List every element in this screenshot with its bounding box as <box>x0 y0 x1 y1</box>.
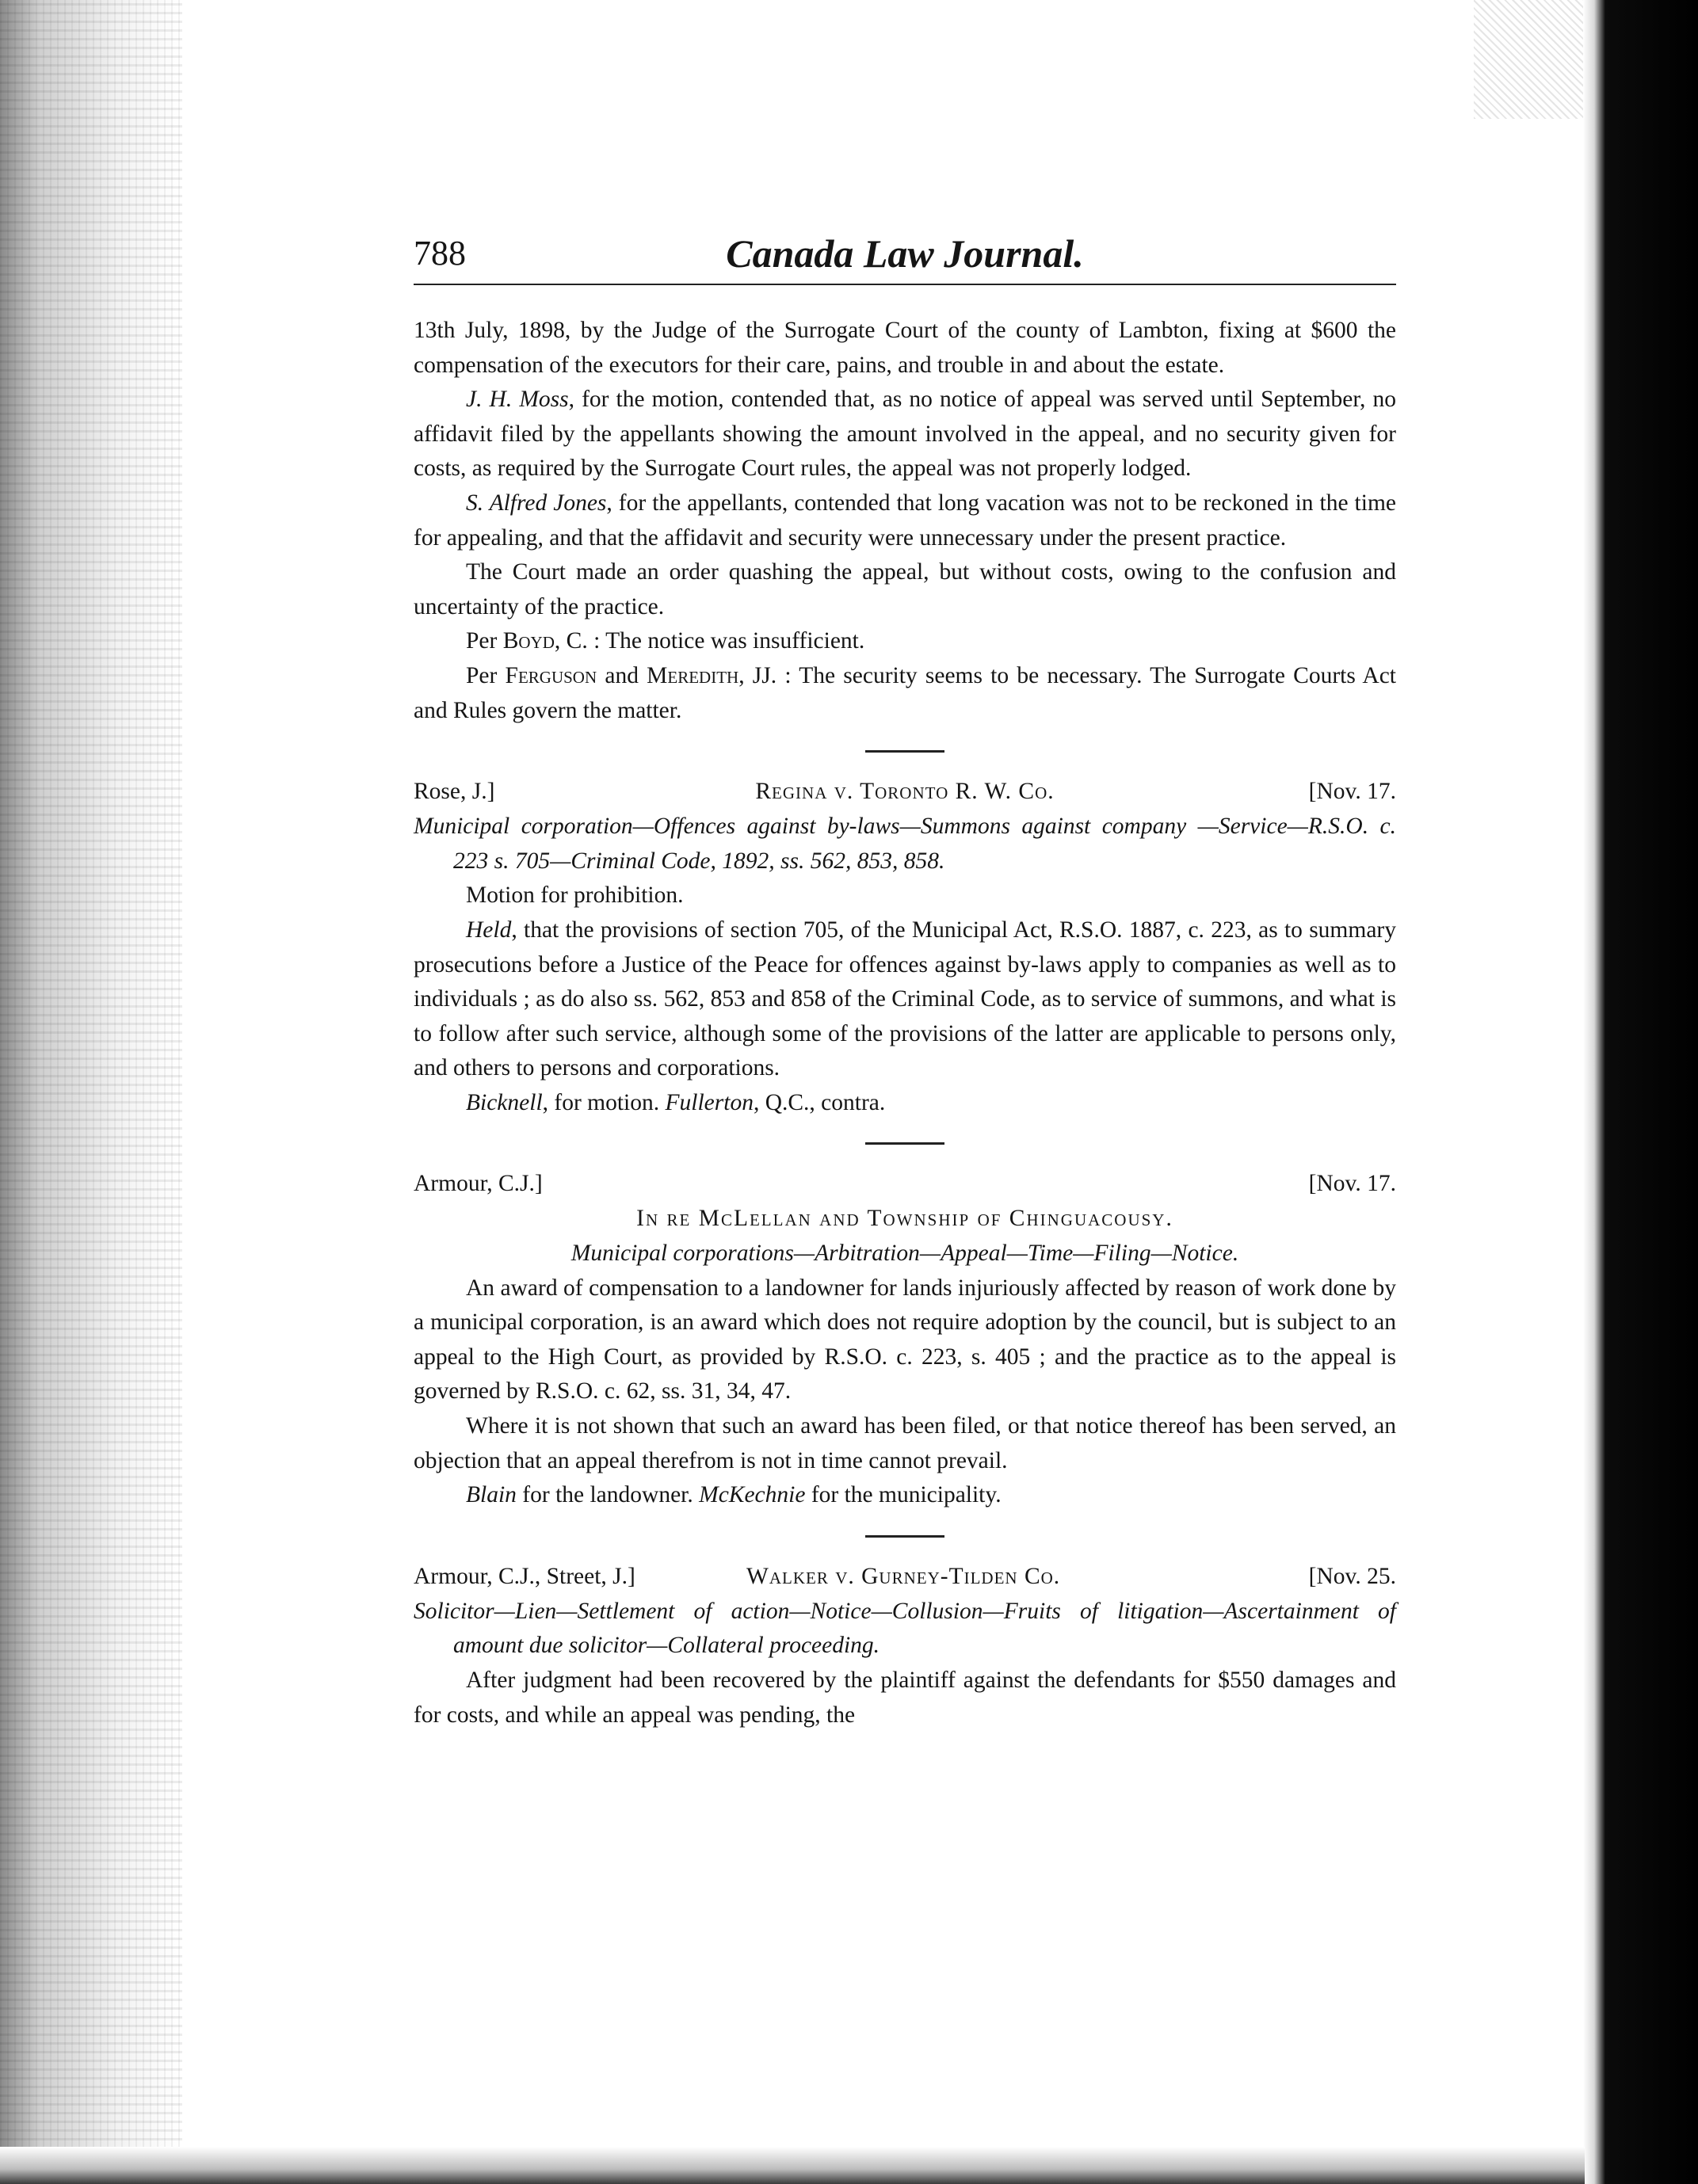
section-divider <box>865 1142 944 1145</box>
journal-title: Canada Law Journal. <box>726 231 1084 276</box>
case-judge: Armour, C.J., Street, J.] <box>414 1563 635 1589</box>
case-paragraph: An award of compensation to a landowner for lands injuriously affected by reason of work done by a municipal corporation, is an award which does not require adoption by the council, but is subject to an appeal to the High Court, as provided by R.S.O. c. 223, s. 405 ; and the practice as to the appeal is governed by R.S.O. c. 62, ss. 31, 34, 47. <box>414 1275 1396 1405</box>
case-name: In re McLellan and Township of Chinguacousy. <box>636 1206 1173 1232</box>
case-motion: Motion for prohibition. <box>466 882 684 909</box>
scan-noise-top-right <box>1474 0 1601 119</box>
page-number: 788 <box>414 234 466 273</box>
case-judge: Armour, C.J.] <box>414 1171 543 1197</box>
case-paragraph: Where it is not shown that such an award has been filed, or that notice thereof has been served, an objection that an appeal therefrom is not in time cannot prevail. <box>414 1413 1396 1473</box>
counsel-name: Bicknell <box>466 1089 543 1115</box>
case-counsel: Blain for the landowner. McKechnie for the municipality. <box>466 1482 1002 1508</box>
paragraph-moss: J. H. Moss, for the motion, contended that, as no notice of appeal was served until September, no affidavit filed by the appellants showing the amount involved in the appeal, and no security given for costs, as required by the Surrogate Court rules, the appeal was not properly lodged. <box>414 387 1396 482</box>
case-heading <box>414 1167 1396 1202</box>
paragraph-continued: 13th July, 1898, by the Judge of the Surrogate Court of the county of Lambton, fixing at $600 the compensation of the executors for their care, pains, and trouble in and about the estate. <box>414 318 1396 378</box>
case-heading <box>414 775 1396 810</box>
case-headnote: Solicitor—Lien—Settlement of action—Notice—Collusion—Fruits of litigation—Ascertainment of amount due solicitor—Collateral proceeding. <box>414 1598 1396 1659</box>
case-paragraph: After judgment had been recovered by the plaintiff against the defendants for $550 damages and for costs, and while an appeal was pending, the <box>414 1668 1396 1728</box>
section-divider <box>865 750 944 753</box>
case-heading <box>414 1560 1396 1595</box>
case-headnote: Municipal corporation—Offences against by-laws—Summons against company —Service—R.S.O. c. 223 s. 705—Criminal Code, 1892, ss. 562, 853, 858. <box>414 814 1396 874</box>
body-text <box>414 314 1396 1732</box>
judge-name: Boyd <box>502 628 555 654</box>
scan-edge-left <box>0 0 182 2184</box>
counsel-name: S. Alfred Jones <box>466 490 607 516</box>
counsel-name: Blain <box>466 1482 517 1508</box>
scan-edge-right <box>1583 0 1698 2184</box>
paragraph-jones: S. Alfred Jones, for the appellants, contended that long vacation was not to be reckoned in the time for appealing, and that the affidavit and security were unnecessary under the present practice. <box>414 490 1396 551</box>
judge-name: Meredith <box>647 662 739 688</box>
case-counsel: Bicknell, for motion. Fullerton, Q.C., contra. <box>466 1089 886 1115</box>
case-name: Regina v. Toronto R. W. Co. <box>755 779 1055 805</box>
page-header <box>414 230 1396 285</box>
case-name: Walker v. Gurney-Tilden Co. <box>746 1563 1061 1589</box>
paragraph-per-boyd: Per Boyd, C. : The notice was insufficient. <box>466 628 865 654</box>
case-held: Held, that the provisions of section 705, of the Municipal Act, R.S.O. 1887, c. 223, as to summary prosecutions before a Justice of the Peace for offences against by-laws apply to companies as well as to individuals ; as do also ss. 562, 853 and 858 of the Criminal Code, as to service of summons, and what is to follow after such service, although some of the provisions of the latter are applicable to persons only, and others to persons and corporations. <box>414 917 1396 1081</box>
paragraph-court-order: The Court made an order quashing the appeal, but without costs, owing to the confusion and uncertainty of the practice. <box>414 559 1396 619</box>
case-headnote: Municipal corporations—Arbitration—Appeal—Time—Filing—Notice. <box>570 1241 1239 1267</box>
case-date: [Nov. 17. <box>1308 1171 1396 1197</box>
counsel-name: J. H. Moss <box>466 387 569 413</box>
counsel-name: Fullerton <box>665 1089 754 1115</box>
section-divider <box>865 1535 944 1538</box>
case-date: [Nov. 17. <box>1308 779 1396 805</box>
held-label: Held <box>466 917 512 943</box>
counsel-name: McKechnie <box>699 1482 806 1508</box>
scan-edge-bottom <box>0 2147 1585 2184</box>
case-date: [Nov. 25. <box>1308 1563 1396 1589</box>
page-content <box>414 230 1396 1732</box>
judge-name: Ferguson <box>505 662 597 688</box>
case-judge: Rose, J.] <box>414 779 495 805</box>
paragraph-per-ferguson: Per Ferguson and Meredith, JJ. : The security seems to be necessary. The Surrogate Courts Act and Rules govern the matter. <box>414 662 1397 723</box>
